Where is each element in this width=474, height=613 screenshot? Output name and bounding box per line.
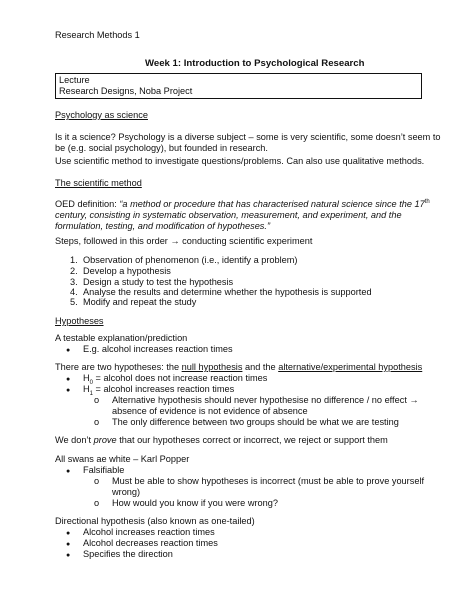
oed-lead: OED definition:	[55, 199, 120, 209]
box-line-source: Research Designs, Noba Project	[59, 86, 193, 96]
section-heading-scientific-method: The scientific method	[55, 178, 142, 188]
circle-bullet-icon: o	[94, 498, 100, 508]
bullet-dot-icon: ●	[66, 468, 71, 475]
h0-line: $H_0$ = alcohol does not increase reaction times	[83, 373, 268, 386]
bullet-dot-icon: ●	[66, 347, 71, 354]
circle-bullet-icon: o	[94, 417, 100, 427]
step-text: Design a study to test the hypothesis	[83, 277, 234, 287]
definition-line: A testable explanation/prediction	[55, 333, 188, 343]
step-number: 3.	[70, 277, 78, 287]
two-hypotheses-line: There are two hypotheses: the null hypothesis and the alternative/experimental hypothesis	[55, 362, 423, 372]
oed-superscript: th	[424, 198, 430, 205]
bullet-text: Specifies the direction	[83, 549, 173, 559]
step-text: Modify and repeat the study	[83, 297, 197, 307]
running-header: Research Methods 1	[55, 30, 140, 40]
circle-bullet-icon: o	[94, 395, 100, 405]
step-text: Analyse the results and determine whether the hypothesis is supported	[83, 287, 372, 297]
oed-quote-line: formulation, testing, and modification of hypotheses.”	[55, 221, 271, 231]
step-text: Develop a hypothesis	[83, 266, 171, 276]
lecture-info-box	[55, 73, 422, 99]
sub-bullet-text: absence of evidence is not evidence of absence	[112, 406, 308, 416]
h1-line: $H_1$ = alcohol increases reaction times	[83, 384, 235, 397]
sub-bullet-text: wrong)	[112, 487, 141, 497]
oed-quote-start: “a method or procedure that has characterised natural science since the 17	[119, 199, 425, 209]
popper-quote: All swans ae white – Karl Popper	[55, 454, 190, 464]
null-hypothesis-term: null hypothesis	[181, 362, 243, 372]
sub-bullet-text: The only difference between two groups should be what we are testing	[112, 417, 399, 427]
box-line-lecture: Lecture	[59, 75, 90, 85]
bullet-dot-icon: ●	[66, 541, 71, 548]
prove-line: We don’t prove that our hypotheses correct or incorrect, we reject or support them	[55, 435, 388, 445]
sub-bullet-text: How would you know if you were wrong?	[112, 498, 278, 508]
paragraph: Use scientific method to investigate questions/problems. Can also use qualitative methods.	[55, 156, 425, 166]
prove-emphasis: prove	[93, 435, 117, 445]
bullet-dot-icon: ●	[66, 387, 71, 394]
sub-bullet-text: Must be able to show hypotheses is incorrect (must be able to prove yourself	[112, 476, 425, 486]
section-heading-hypotheses: Hypotheses	[55, 316, 104, 326]
bullet-text: Alcohol decreases reaction times	[83, 538, 218, 548]
oed-quote-line: century, consisting in systematic observation, measurement, and experiment, and the	[55, 210, 402, 220]
paragraph-line: Is it a science? Psychology is a diverse subject – some is very scientific, some doesn’t seem to	[55, 132, 441, 142]
bullet-text: Alcohol increases reaction times	[83, 527, 215, 537]
step-number: 4.	[70, 287, 78, 297]
step-number: 2.	[70, 266, 78, 276]
oed-definition-line	[55, 199, 430, 210]
bullet-text: E.g. alcohol increases reaction times	[83, 344, 233, 354]
paragraph-line: be (e.g. social psychology), but founded in research.	[55, 143, 268, 153]
step-number: 5.	[70, 297, 78, 307]
step-number: 1.	[70, 255, 78, 265]
step-text: Observation of phenomenon (i.e., identify a problem)	[83, 255, 298, 265]
bullet-dot-icon: ●	[66, 552, 71, 559]
steps-intro: Steps, followed in this order → conducting scientific experiment	[55, 236, 313, 246]
directional-hypothesis-line: Directional hypothesis (also known as one-tailed)	[55, 516, 255, 526]
document-title: Week 1: Introduction to Psychological Research	[145, 58, 365, 69]
circle-bullet-icon: o	[94, 476, 100, 486]
bullet-dot-icon: ●	[66, 376, 71, 383]
section-heading-psychology-as-science: Psychology as science	[55, 110, 148, 120]
sub-bullet-text: Alternative hypothesis should never hypothesise no difference / no effect →	[112, 395, 419, 405]
alternative-hypothesis-term: alternative/experimental hypothesis	[278, 362, 423, 372]
bullet-dot-icon: ●	[66, 530, 71, 537]
bullet-text: Falsifiable	[83, 465, 125, 475]
